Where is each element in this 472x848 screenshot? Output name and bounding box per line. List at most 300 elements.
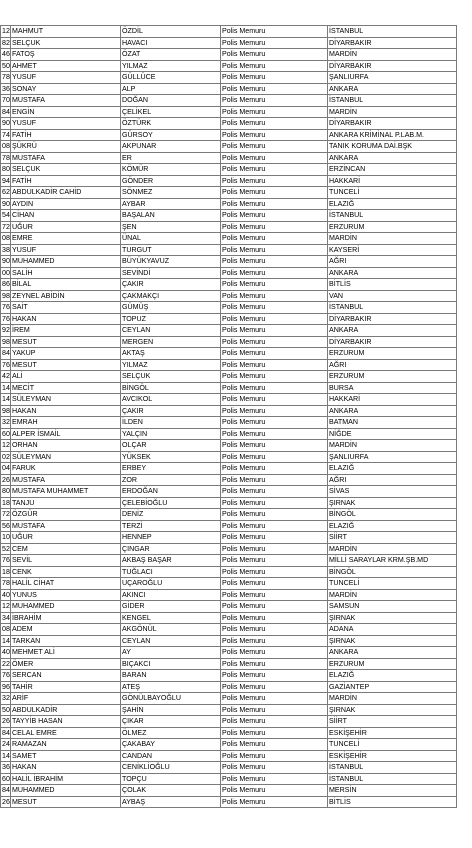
location-cell: AĞRI — [328, 359, 457, 371]
last-name-cell: YALÇIN — [121, 428, 221, 440]
rank-cell: Polis Memuru — [221, 359, 328, 371]
row-number-cell: 24 — [2, 740, 10, 748]
last-name-cell: BÜYÜKYAVUZ — [121, 256, 221, 268]
table-row — [1, 405, 457, 417]
rank-cell: Polis Memuru — [221, 440, 328, 452]
last-name-cell: TOPUZ — [121, 313, 221, 325]
first-name-cell: HAKAN — [11, 313, 121, 325]
location-cell: TUNCELİ — [328, 739, 457, 751]
table-row — [1, 302, 457, 314]
row-number-cell: 98 — [2, 337, 10, 346]
location-cell: BİNGÖL — [328, 509, 457, 521]
row-number-cell: 80 — [2, 165, 10, 173]
location-cell: GAZİANTEP — [328, 681, 457, 693]
location-cell: ŞIRNAK — [328, 704, 457, 716]
rank-cell: Polis Memuru — [221, 83, 328, 95]
table-row — [1, 681, 457, 693]
location-cell: İSTANBUL — [328, 762, 457, 774]
first-name-cell: ADEM — [11, 624, 121, 636]
last-name-cell: HENNEP — [121, 532, 221, 544]
row-number-cell: 52 — [2, 544, 10, 553]
first-name-cell: CİHAN — [11, 210, 121, 222]
row-number-cell: 70 — [2, 96, 10, 104]
first-name-cell: UĞUR — [11, 532, 121, 544]
location-cell: ERZİNCAN — [328, 164, 457, 176]
rank-cell: Polis Memuru — [221, 302, 328, 314]
first-name-cell: SEVİL — [11, 555, 121, 567]
rank-cell: Polis Memuru — [221, 555, 328, 567]
table-row — [1, 210, 457, 222]
table-row — [1, 520, 457, 532]
row-number-cell: 18 — [2, 498, 10, 507]
rank-cell: Polis Memuru — [221, 750, 328, 762]
last-name-cell: BİNGÖL — [121, 382, 221, 394]
last-name-cell: ÖZDİL — [121, 26, 221, 38]
last-name-cell: AKTAŞ — [121, 348, 221, 360]
location-cell: BİTLİS — [328, 279, 457, 291]
last-name-cell: ERDOĞAN — [121, 486, 221, 498]
row-number-cell: 46 — [2, 50, 10, 58]
table-row — [1, 279, 457, 291]
location-cell: İSTANBUL — [328, 773, 457, 785]
row-number-cell: 08 — [2, 234, 10, 242]
rank-cell: Polis Memuru — [221, 244, 328, 256]
table-row — [1, 670, 457, 682]
row-number-cell: 14 — [2, 751, 10, 760]
table-row — [1, 785, 457, 797]
location-cell: ADANA — [328, 624, 457, 636]
last-name-cell: ŞEN — [121, 221, 221, 233]
rank-cell: Polis Memuru — [221, 497, 328, 509]
rank-cell: Polis Memuru — [221, 267, 328, 279]
location-cell: MARDİN — [328, 440, 457, 452]
row-number-cell: 98 — [2, 291, 10, 300]
table-row — [1, 256, 457, 268]
rank-cell: Polis Memuru — [221, 60, 328, 72]
last-name-cell: TOPÇU — [121, 773, 221, 785]
last-name-cell: DOĞAN — [121, 95, 221, 107]
table-row — [1, 762, 457, 774]
table-row — [1, 486, 457, 498]
table-row — [1, 129, 457, 141]
first-name-cell: HAKAN — [11, 405, 121, 417]
last-name-cell: ÜNAL — [121, 233, 221, 245]
rank-cell: Polis Memuru — [221, 635, 328, 647]
table-row — [1, 601, 457, 613]
row-number-cell: 08 — [2, 142, 10, 150]
location-cell: ELAZIĞ — [328, 198, 457, 210]
row-number-cell: 92 — [2, 326, 10, 334]
rank-cell: Polis Memuru — [221, 175, 328, 187]
personnel-table-body — [1, 26, 457, 808]
first-name-cell: ABDULKADİR — [11, 704, 121, 716]
row-number-cell: 62 — [2, 188, 10, 196]
location-cell: ESKİŞEHİR — [328, 750, 457, 762]
rank-cell: Polis Memuru — [221, 520, 328, 532]
table-row — [1, 359, 457, 371]
first-name-cell: BİLAL — [11, 279, 121, 291]
table-row — [1, 233, 457, 245]
table-row — [1, 451, 457, 463]
location-cell: DİYARBAKIR — [328, 336, 457, 348]
last-name-cell: AY — [121, 647, 221, 659]
location-cell: TANIK KORUMA DAİ.BŞK — [328, 141, 457, 153]
first-name-cell: YUSUF — [11, 72, 121, 84]
location-cell: ŞIRNAK — [328, 497, 457, 509]
last-name-cell: MERGEN — [121, 336, 221, 348]
last-name-cell: GÖNÜLBAYOĞLU — [121, 693, 221, 705]
first-name-cell: TAHİR — [11, 681, 121, 693]
last-name-cell: ÇOLAK — [121, 785, 221, 797]
row-number-cell: 50 — [2, 61, 10, 70]
rank-cell: Polis Memuru — [221, 704, 328, 716]
table-row — [1, 440, 457, 452]
last-name-cell: ÇINGAR — [121, 543, 221, 555]
location-cell: ERZURUM — [328, 221, 457, 233]
row-number-cell: 18 — [2, 567, 10, 576]
first-name-cell: ENGİN — [11, 106, 121, 118]
row-number-cell: 36 — [2, 763, 10, 771]
location-cell: TUNCELİ — [328, 578, 457, 590]
location-cell: İSTANBUL — [328, 210, 457, 222]
location-cell: SİİRT — [328, 532, 457, 544]
rank-cell: Polis Memuru — [221, 118, 328, 130]
row-number-cell: 26 — [2, 797, 10, 806]
first-name-cell: CENK — [11, 566, 121, 578]
location-cell: ERZURUM — [328, 371, 457, 383]
first-name-cell: ABDULKADİR CAHİD — [11, 187, 121, 199]
first-name-cell: TANJU — [11, 497, 121, 509]
last-name-cell: GÜMÜŞ — [121, 302, 221, 314]
first-name-cell: SAMET — [11, 750, 121, 762]
row-number-cell: 90 — [2, 257, 10, 265]
rank-cell: Polis Memuru — [221, 578, 328, 590]
row-number-cell: 76 — [2, 303, 10, 311]
last-name-cell: GÜRSOY — [121, 129, 221, 141]
location-cell: MARDİN — [328, 543, 457, 555]
last-name-cell: ŞAHİN — [121, 704, 221, 716]
last-name-cell: ÇAKMAKÇI — [121, 290, 221, 302]
first-name-cell: ORHAN — [11, 440, 121, 452]
location-cell: DİYARBAKIR — [328, 60, 457, 72]
last-name-cell: SÖNMEZ — [121, 187, 221, 199]
location-cell: ŞANLIURFA — [328, 451, 457, 463]
first-name-cell: UĞUR — [11, 221, 121, 233]
table-row — [1, 647, 457, 659]
location-cell: NİĞDE — [328, 428, 457, 440]
first-name-cell: ARİF — [11, 693, 121, 705]
row-number-cell: 98 — [2, 406, 10, 415]
table-row — [1, 187, 457, 199]
rank-cell: Polis Memuru — [221, 49, 328, 61]
first-name-cell: ALPER İSMAİL — [11, 428, 121, 440]
first-name-cell: SELÇUK — [11, 37, 121, 49]
table-row — [1, 37, 457, 49]
last-name-cell: AKPUNAR — [121, 141, 221, 153]
location-cell: ANKARA — [328, 405, 457, 417]
location-cell: MARDİN — [328, 693, 457, 705]
first-name-cell: SALİH — [11, 267, 121, 279]
table-row — [1, 532, 457, 544]
rank-cell: Polis Memuru — [221, 716, 328, 728]
last-name-cell: GÖNDER — [121, 175, 221, 187]
location-cell: BİTLİS — [328, 796, 457, 808]
table-row — [1, 417, 457, 429]
table-row — [1, 497, 457, 509]
location-cell: ANKARA — [328, 83, 457, 95]
rank-cell: Polis Memuru — [221, 428, 328, 440]
row-number-cell: 32 — [2, 694, 10, 702]
first-name-cell: FARUK — [11, 463, 121, 475]
row-number-cell: 22 — [2, 659, 10, 668]
row-number-cell: 14 — [2, 383, 10, 392]
first-name-cell: MUSTAFA — [11, 152, 121, 164]
rank-cell: Polis Memuru — [221, 773, 328, 785]
last-name-cell: KÖMÜR — [121, 164, 221, 176]
first-name-cell: MAHMUT — [11, 26, 121, 38]
table-row — [1, 371, 457, 383]
rank-cell: Polis Memuru — [221, 279, 328, 291]
rank-cell: Polis Memuru — [221, 95, 328, 107]
row-number-cell: 84 — [2, 728, 10, 737]
last-name-cell: HAVACI — [121, 37, 221, 49]
row-number-cell: 04 — [2, 464, 10, 472]
first-name-cell: SÜLEYMAN — [11, 451, 121, 463]
rank-cell: Polis Memuru — [221, 198, 328, 210]
last-name-cell: İLDEN — [121, 417, 221, 429]
last-name-cell: ERBEY — [121, 463, 221, 475]
location-cell: DİYARBAKIR — [328, 118, 457, 130]
first-name-cell: TAYYİB HASAN — [11, 716, 121, 728]
table-row — [1, 693, 457, 705]
location-cell: ELAZIĞ — [328, 520, 457, 532]
row-number-cell: 56 — [2, 521, 10, 530]
first-name-cell: MEHMET ALİ — [11, 647, 121, 659]
rank-cell: Polis Memuru — [221, 509, 328, 521]
table-row — [1, 175, 457, 187]
table-row — [1, 394, 457, 406]
first-name-cell: ÖZGÜR — [11, 509, 121, 521]
rank-cell: Polis Memuru — [221, 210, 328, 222]
location-cell: ŞIRNAK — [328, 612, 457, 624]
last-name-cell: ALP — [121, 83, 221, 95]
row-number-cell: 02 — [2, 452, 10, 461]
location-cell: AĞRI — [328, 256, 457, 268]
row-number-cell: 90 — [2, 119, 10, 127]
rank-cell: Polis Memuru — [221, 152, 328, 164]
last-name-cell: TURGUT — [121, 244, 221, 256]
row-number-cell: 72 — [2, 510, 10, 518]
rank-cell: Polis Memuru — [221, 72, 328, 84]
rank-cell: Polis Memuru — [221, 313, 328, 325]
row-number-cell: 80 — [2, 487, 10, 495]
last-name-cell: TUĞLACI — [121, 566, 221, 578]
last-name-cell: ATEŞ — [121, 681, 221, 693]
rank-cell: Polis Memuru — [221, 129, 328, 141]
last-name-cell: CEYLAN — [121, 325, 221, 337]
first-name-cell: MUHAMMED — [11, 601, 121, 613]
row-number-cell: 84 — [2, 786, 10, 794]
rank-cell: Polis Memuru — [221, 543, 328, 555]
rank-cell: Polis Memuru — [221, 693, 328, 705]
row-number-cell: 76 — [2, 556, 10, 564]
row-number-cell: 36 — [2, 84, 10, 93]
row-number-cell: 86 — [2, 280, 10, 288]
row-number-cell: 34 — [2, 613, 10, 622]
last-name-cell: ÖLMEZ — [121, 727, 221, 739]
rank-cell: Polis Memuru — [221, 348, 328, 360]
row-number-cell: 38 — [2, 245, 10, 254]
location-cell: HAKKARİ — [328, 175, 457, 187]
location-cell: ANKARA KRİMİNAL P.LAB.M. — [328, 129, 457, 141]
row-number-cell: 54 — [2, 211, 10, 219]
last-name-cell: GİDER — [121, 601, 221, 613]
rank-cell: Polis Memuru — [221, 187, 328, 199]
rank-cell: Polis Memuru — [221, 405, 328, 417]
first-name-cell: İBRAHİM — [11, 612, 121, 624]
row-number-cell: 82 — [2, 38, 10, 47]
table-row — [1, 382, 457, 394]
first-name-cell: HAKAN — [11, 762, 121, 774]
table-row — [1, 72, 457, 84]
row-number-cell: 26 — [2, 717, 10, 725]
row-number-cell: 72 — [2, 222, 10, 231]
last-name-cell: TERZİ — [121, 520, 221, 532]
rank-cell: Polis Memuru — [221, 785, 328, 797]
rank-cell: Polis Memuru — [221, 681, 328, 693]
location-cell: ŞANLIURFA — [328, 72, 457, 84]
table-row — [1, 313, 457, 325]
row-number-cell: 60 — [2, 429, 10, 438]
first-name-cell: MUSTAFA — [11, 520, 121, 532]
rank-cell: Polis Memuru — [221, 256, 328, 268]
table-row — [1, 578, 457, 590]
rank-cell: Polis Memuru — [221, 221, 328, 233]
row-number-cell: 14 — [2, 395, 10, 403]
last-name-cell: BAŞALAN — [121, 210, 221, 222]
location-cell: İSTANBUL — [328, 26, 457, 38]
first-name-cell: MESUT — [11, 796, 121, 808]
first-name-cell: YAKUP — [11, 348, 121, 360]
last-name-cell: BIÇAKCI — [121, 658, 221, 670]
rank-cell: Polis Memuru — [221, 106, 328, 118]
row-number-cell: 12 — [2, 602, 10, 610]
table-row — [1, 152, 457, 164]
table-row — [1, 739, 457, 751]
row-number-cell: 42 — [2, 372, 10, 380]
rank-cell: Polis Memuru — [221, 371, 328, 383]
first-name-cell: MECİT — [11, 382, 121, 394]
table-row — [1, 704, 457, 716]
rank-cell: Polis Memuru — [221, 394, 328, 406]
row-number-cell: 90 — [2, 199, 10, 208]
rank-cell: Polis Memuru — [221, 451, 328, 463]
table-row — [1, 566, 457, 578]
last-name-cell: CANDAN — [121, 750, 221, 762]
table-row — [1, 474, 457, 486]
last-name-cell: AVCIKOL — [121, 394, 221, 406]
table-row — [1, 589, 457, 601]
first-name-cell: YUSUF — [11, 244, 121, 256]
last-name-cell: OLÇAR — [121, 440, 221, 452]
first-name-cell: MESUT — [11, 359, 121, 371]
last-name-cell: BARAN — [121, 670, 221, 682]
table-row — [1, 543, 457, 555]
first-name-cell: AYDIN — [11, 198, 121, 210]
last-name-cell: GÜLLÜCE — [121, 72, 221, 84]
first-name-cell: CEM — [11, 543, 121, 555]
location-cell: MARDİN — [328, 49, 457, 61]
location-cell: SAMSUN — [328, 601, 457, 613]
first-name-cell: SAİT — [11, 302, 121, 314]
first-name-cell: RAMAZAN — [11, 739, 121, 751]
row-number-cell: 76 — [2, 671, 10, 679]
rank-cell: Polis Memuru — [221, 601, 328, 613]
last-name-cell: ÇELİKEL — [121, 106, 221, 118]
rank-cell: Polis Memuru — [221, 566, 328, 578]
rank-cell: Polis Memuru — [221, 612, 328, 624]
location-cell: MERSİN — [328, 785, 457, 797]
location-cell: ERZURUM — [328, 658, 457, 670]
first-name-cell: MUSTAFA MUHAMMET — [11, 486, 121, 498]
last-name-cell: ÇELEBİOĞLU — [121, 497, 221, 509]
row-number-cell: 96 — [2, 682, 10, 691]
row-number-cell: 78 — [2, 153, 10, 162]
row-number-cell: 78 — [2, 73, 10, 81]
row-number-cell: 08 — [2, 625, 10, 633]
row-number-cell: 76 — [2, 314, 10, 323]
location-cell: BİNGÖL — [328, 566, 457, 578]
location-cell: İSTANBUL — [328, 302, 457, 314]
first-name-cell: EMRAH — [11, 417, 121, 429]
first-name-cell: AHMET — [11, 60, 121, 72]
location-cell: ELAZIĞ — [328, 670, 457, 682]
rank-cell: Polis Memuru — [221, 647, 328, 659]
row-number-cell: 10 — [2, 533, 10, 541]
table-row — [1, 106, 457, 118]
rank-cell: Polis Memuru — [221, 233, 328, 245]
first-name-cell: FATİH — [11, 175, 121, 187]
rank-cell: Polis Memuru — [221, 474, 328, 486]
last-name-cell: ZOR — [121, 474, 221, 486]
last-name-cell: ÖZAT — [121, 49, 221, 61]
table-row — [1, 83, 457, 95]
location-cell: KAYSERİ — [328, 244, 457, 256]
rank-cell: Polis Memuru — [221, 26, 328, 38]
table-row — [1, 773, 457, 785]
row-number-cell: 26 — [2, 475, 10, 484]
location-cell: ANKARA — [328, 152, 457, 164]
table-row — [1, 612, 457, 624]
table-row — [1, 750, 457, 762]
row-number-cell: 74 — [2, 130, 10, 139]
table-row — [1, 428, 457, 440]
first-name-cell: MESUT — [11, 336, 121, 348]
table-row — [1, 221, 457, 233]
location-cell: SİVAS — [328, 486, 457, 498]
rank-cell: Polis Memuru — [221, 670, 328, 682]
table-row — [1, 348, 457, 360]
rank-cell: Polis Memuru — [221, 37, 328, 49]
first-name-cell: HALİL İBRAHİM — [11, 773, 121, 785]
row-number-cell: 94 — [2, 176, 10, 185]
location-cell: ANKARA — [328, 325, 457, 337]
last-name-cell: AYBAŞ — [121, 796, 221, 808]
last-name-cell: CENİKLİOĞLU — [121, 762, 221, 774]
first-name-cell: SELÇUK — [11, 164, 121, 176]
table-row — [1, 49, 457, 61]
first-name-cell: SONAY — [11, 83, 121, 95]
